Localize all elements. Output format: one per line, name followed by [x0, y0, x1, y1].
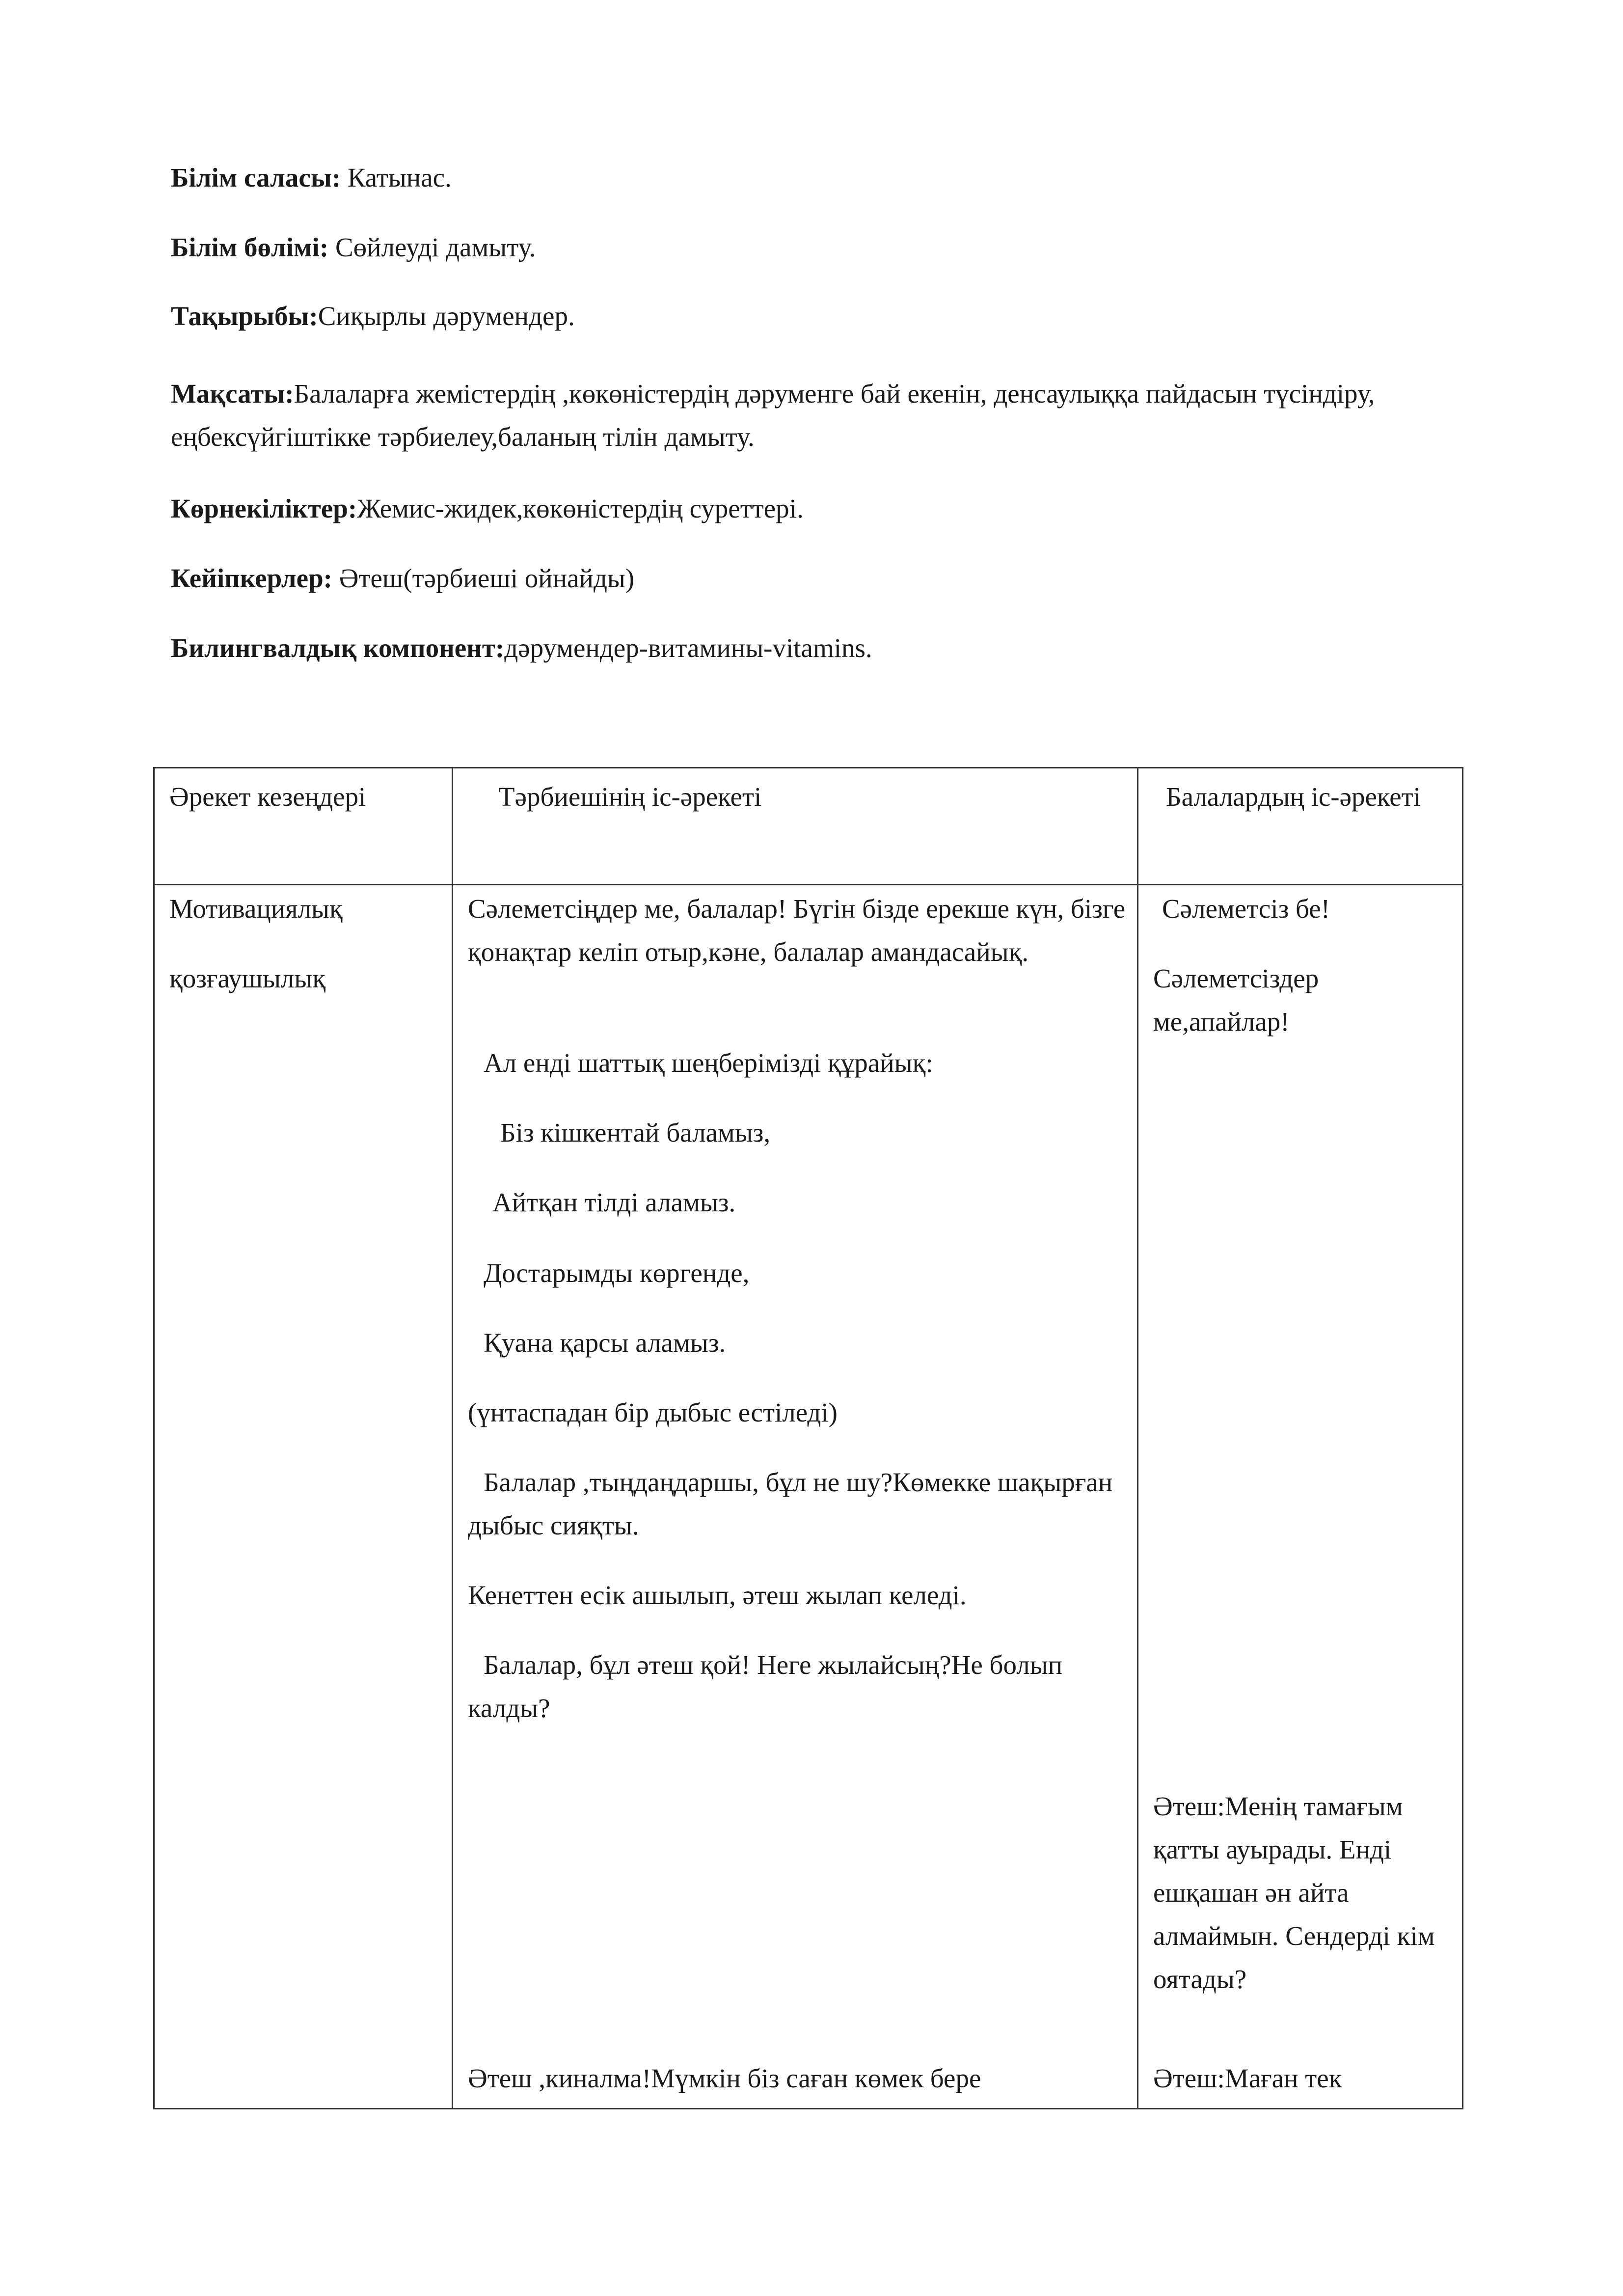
subject-area-label: Білім саласы:	[171, 163, 341, 192]
topic-field	[171, 295, 575, 338]
goal-label: Мақсаты:	[171, 379, 294, 409]
teacher-paragraph: Сәлеметсіңдер ме, балалар! Бүгін бізде ерекше күн, бізге қонақтар келіп отыр,кәне, балалар амандасайық.	[468, 894, 1126, 967]
visuals-value: Жемис-жидек,көкөністердің суреттері.	[357, 493, 804, 523]
teacher-paragraph: Әтеш ,киналма!Мүмкін біз саған көмек бере	[468, 2063, 981, 2093]
header-cell-stages	[154, 768, 453, 885]
children-cell	[1138, 885, 1463, 2109]
bilingual-field	[171, 627, 872, 670]
section-label: Білім бөлімі:	[171, 232, 329, 262]
goal-value: Балаларға жемістердің ,көкөністердің дәруменге бай екенін, денсаулыққа пайдасын түсіндіру, еңбексүйгіштікке тәрбиелеу,баланың тілін дамыту.	[171, 379, 1375, 452]
stage-cell	[154, 885, 453, 2109]
table-header-row	[154, 768, 1463, 885]
goal-field	[171, 372, 1457, 459]
header-cell-children	[1138, 768, 1463, 885]
teacher-paragraph: Кенеттен есік ашылып, әтеш жылап келеді.	[468, 1580, 967, 1610]
subject-area-value: Катынас.	[341, 163, 452, 192]
bilingual-label: Билингвалдық компонент:	[171, 633, 505, 663]
teacher-paragraph: Біз кішкентай баламыз,	[500, 1118, 771, 1148]
teacher-paragraph: Қуана қарсы аламыз.	[484, 1328, 726, 1358]
topic-label: Тақырыбы:	[171, 301, 318, 331]
visuals-field	[171, 487, 804, 530]
topic-value: Сиқырлы дәрумендер.	[318, 301, 575, 331]
bilingual-value: дәрумендер-витамины-vitamins.	[504, 633, 872, 663]
subject-area-field	[171, 156, 452, 199]
visuals-label: Көрнекіліктер:	[171, 493, 357, 523]
characters-field	[171, 557, 634, 600]
children-paragraph: Сәлеметсіздер ме,апайлар!	[1153, 963, 1319, 1037]
teacher-paragraph: (үнтаспадан бір дыбыс естіледі)	[468, 1397, 838, 1427]
characters-label: Кейіпкерлер:	[171, 563, 332, 593]
lesson-plan-table	[153, 767, 1463, 2109]
children-paragraph: Әтеш:Менің тамағым қатты ауырады. Енді ешқашан ән айта алмаймын. Сендерді кім оятады?	[1153, 1791, 1435, 1994]
teacher-paragraph: Айтқан тілді аламыз.	[492, 1187, 736, 1217]
header-children-text: Балалардың іс-әрекеті	[1166, 782, 1421, 812]
children-paragraph: Әтеш:Маған тек	[1153, 2063, 1342, 2093]
section-field	[171, 226, 536, 269]
teacher-paragraph: Балалар, бұл әтеш қой! Неге жылайсың?Не болып калды?	[468, 1650, 1063, 1723]
table-row	[154, 885, 1463, 2109]
header-stages-text: Әрекет кезеңдері	[169, 782, 366, 812]
stage-line-2: қозғаушылық	[169, 963, 326, 993]
section-value: Сөйлеуді дамыту.	[328, 232, 536, 262]
header-teacher-text: Тәрбиешінің іс-әрекеті	[498, 782, 762, 812]
header-cell-teacher	[453, 768, 1138, 885]
characters-value: Әтеш(тәрбиеші ойнайды)	[332, 563, 635, 593]
children-paragraph: Сәлеметсіз бе!	[1162, 894, 1330, 924]
teacher-paragraph: Балалар ,тыңдаңдаршы, бұл не шу?Көмекке шақырған дыбыс сияқты.	[468, 1467, 1113, 1540]
teacher-paragraph: Достарымды көргенде,	[484, 1258, 750, 1288]
teacher-paragraph: Ал енді шаттық шеңберімізді құрайық:	[484, 1048, 933, 1078]
stage-line-1: Мотивациялық	[169, 894, 343, 924]
teacher-cell	[453, 885, 1138, 2109]
